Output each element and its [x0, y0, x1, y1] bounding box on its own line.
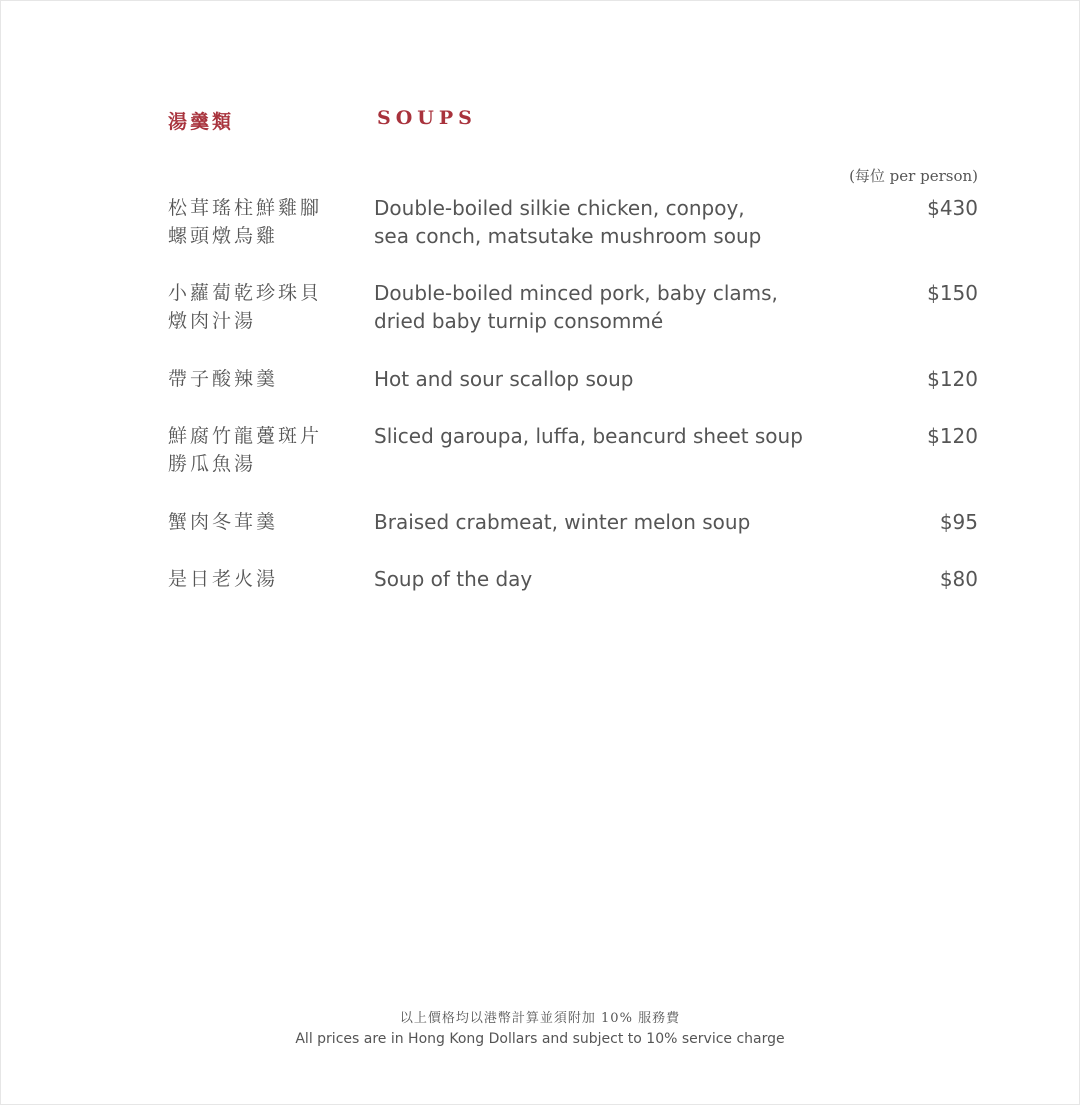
section-title-en: SOUPS: [377, 107, 477, 129]
price-note: (每位 per person): [849, 167, 978, 185]
item-price: $120: [927, 367, 978, 391]
item-name-en: [374, 422, 854, 450]
item-name-zh-line: 帶子酸辣羹: [168, 368, 279, 390]
footer: [0, 1008, 1080, 1050]
item-name-zh: [168, 422, 348, 478]
item-name-zh: [168, 194, 348, 250]
item-name-zh-line: 是日老火湯: [168, 568, 279, 590]
item-price: $430: [927, 196, 978, 220]
item-name-zh-line: 勝瓜魚湯: [168, 453, 257, 475]
item-name-en-line: Sliced garoupa, luffa, beancurd sheet soup: [374, 424, 803, 448]
item-name-zh-line: 松茸瑤柱鮮雞腳: [168, 197, 323, 219]
item-name-en-line: Soup of the day: [374, 567, 533, 591]
item-name-en-line: sea conch, matsutake mushroom soup: [374, 224, 762, 248]
footer-note-zh: 以上價格均以港幣計算並須附加 10% 服務費: [399, 1011, 681, 1026]
item-name-en-line: Double-boiled minced pork, baby clams,: [374, 281, 778, 305]
section-title-zh: 湯羹類: [168, 111, 235, 133]
item-name-en-line: Hot and sour scallop soup: [374, 367, 634, 391]
item-name-en: [374, 194, 854, 250]
item-price: $80: [939, 567, 978, 591]
item-name-zh: [168, 565, 348, 593]
item-name-zh: [168, 365, 348, 393]
item-name-en: [374, 565, 854, 593]
item-name-en: [374, 365, 854, 393]
item-name-en: [374, 508, 854, 536]
footer-note-en: All prices are in Hong Kong Dollars and subject to 10% service charge: [295, 1031, 785, 1047]
item-name-zh: [168, 508, 348, 536]
item-price: $150: [927, 281, 978, 305]
item-name-zh-line: 蟹肉冬茸羹: [168, 511, 279, 533]
item-name-zh: [168, 279, 348, 335]
item-name-en-line: Braised crabmeat, winter melon soup: [374, 510, 751, 534]
item-name-zh-line: 小蘿蔔乾珍珠貝: [168, 282, 323, 304]
item-name-zh-line: 螺頭燉烏雞: [168, 225, 279, 247]
item-name-en-line: Double-boiled silkie chicken, conpoy,: [374, 196, 745, 220]
item-price: $95: [939, 510, 978, 534]
item-name-zh-line: 鮮腐竹龍躉斑片: [168, 425, 323, 447]
item-name-zh-line: 燉肉汁湯: [168, 310, 257, 332]
item-name-en: [374, 279, 854, 335]
item-name-en-line: dried baby turnip consommé: [374, 309, 664, 333]
item-price: $120: [927, 424, 978, 448]
